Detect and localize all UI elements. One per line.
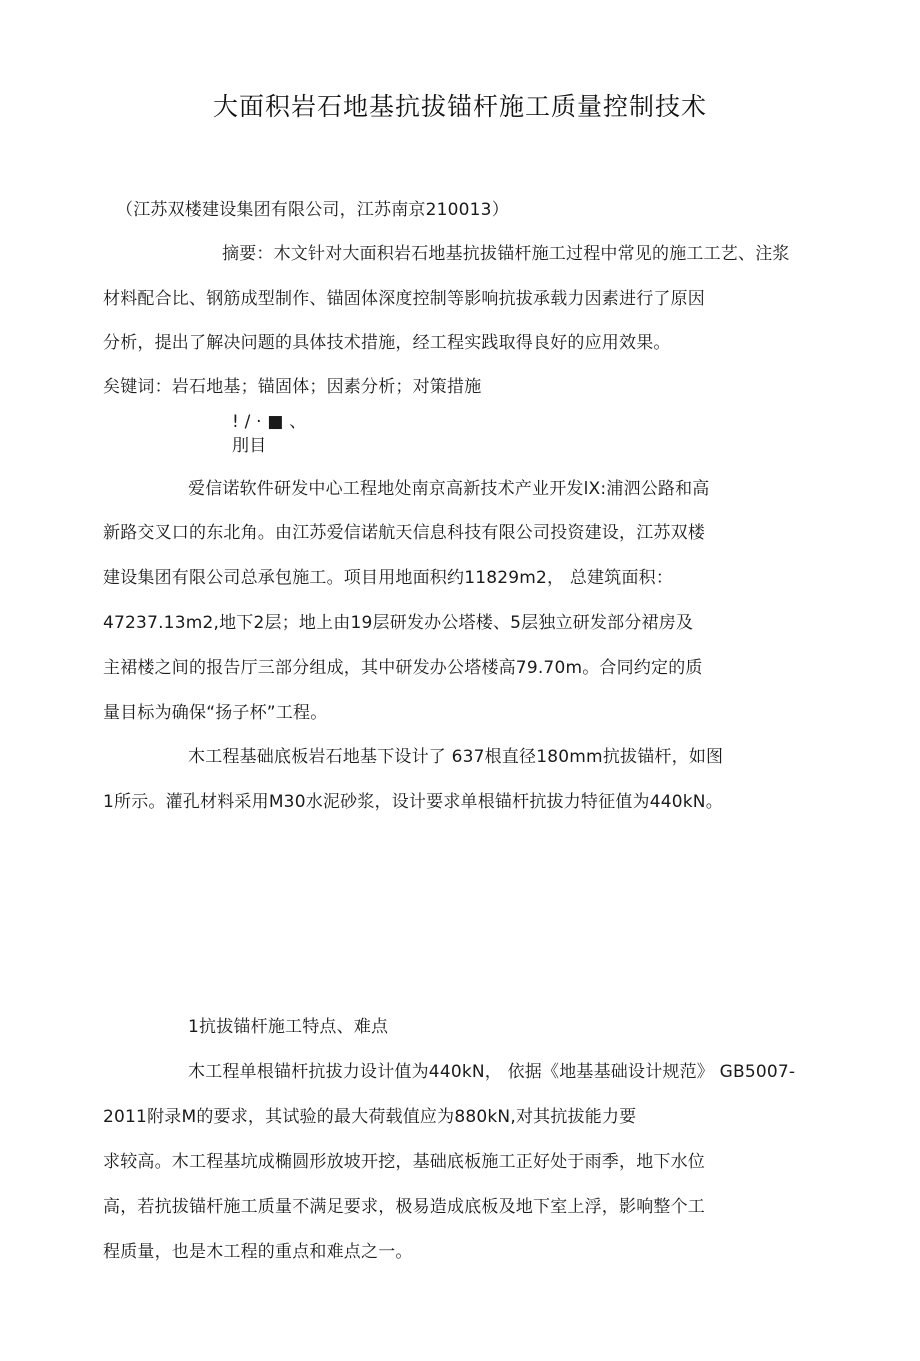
keywords-line: 矣键词：岩石地基；锚固体；因素分析；对策措施 bbox=[103, 377, 482, 397]
para1-line-5: 主裙楼之间的报告厅三部分组成，其中研发办公塔楼高79.70m。合同约定的质 bbox=[103, 658, 703, 678]
abstract-line-3: 分析，提出了解决问题的具体技术措施，经工程实践取得良好的应用效果。 bbox=[103, 333, 671, 353]
para1-line-3: 建设集团有限公司总承包施工。项目用地面积约11829m2， 总建筑面积： bbox=[103, 568, 674, 588]
section1-line-2: 2011附录M的要求，其试验的最大荷载值应为880kN,对其抗拔能力要 bbox=[103, 1107, 637, 1127]
section1-line-5: 程质量，也是木工程的重点和难点之一。 bbox=[103, 1242, 413, 1262]
abstract-line-1: 摘要：木文针对大面积岩石地基抗拔锚杆施工过程中常见的施工工艺、注浆 bbox=[222, 244, 790, 264]
abstract-line-2: 材料配合比、钢筋成型制作、锚固体深度控制等影响抗拔承载力因素进行了原因 bbox=[103, 289, 705, 309]
document-title: 大面积岩石地基抗拔锚杆施工质量控制技术 bbox=[212, 92, 707, 121]
preface-heading: 刖目 bbox=[232, 436, 267, 456]
para1-line-1: 爱信诺软件研发中心工程地处南京高新技术产业开发lX:浦泗公路和高 bbox=[188, 479, 710, 499]
para2-line-2: 1所示。灌孔材料采用M30水泥砂浆，设计要求单根锚杆抗拔力特征值为440kN。 bbox=[103, 792, 723, 812]
author-affiliation: （江苏双楼建设集团有限公司，江苏南京210013） bbox=[116, 200, 509, 220]
para1-line-6: 量目标为确保“扬子杯”工程。 bbox=[103, 703, 328, 723]
section1-line-4: 高，若抗拔锚杆施工质量不满足要求，极易造成底板及地下室上浮，影响整个工 bbox=[103, 1197, 705, 1217]
para2-line-1: 木工程基础底板岩石地基下设计了 637根直径180mm抗拔锚杆，如图 bbox=[188, 747, 724, 767]
para1-line-4: 47237.13m2,地下2层；地上由19层研发办公塔楼、5层独立研发部分裙房及 bbox=[103, 613, 694, 633]
section1-heading: 1抗拔锚杆施工特点、难点 bbox=[188, 1017, 389, 1037]
para1-line-2: 新路交叉口的东北角。由江苏爱信诺航天信息科技有限公司投资建设，江苏双楼 bbox=[103, 523, 705, 543]
ocr-artifact-glyphs: ! / · ■ 、 bbox=[232, 412, 307, 432]
section1-line-1: 木工程单根锚杆抗拔力设计值为440kN， 依据《地基基础设计规范》 GB5007- bbox=[188, 1062, 796, 1082]
section1-line-3: 求较高。木工程基坑成椭圆形放坡开挖，基础底板施工正好处于雨季，地下水位 bbox=[103, 1152, 705, 1172]
